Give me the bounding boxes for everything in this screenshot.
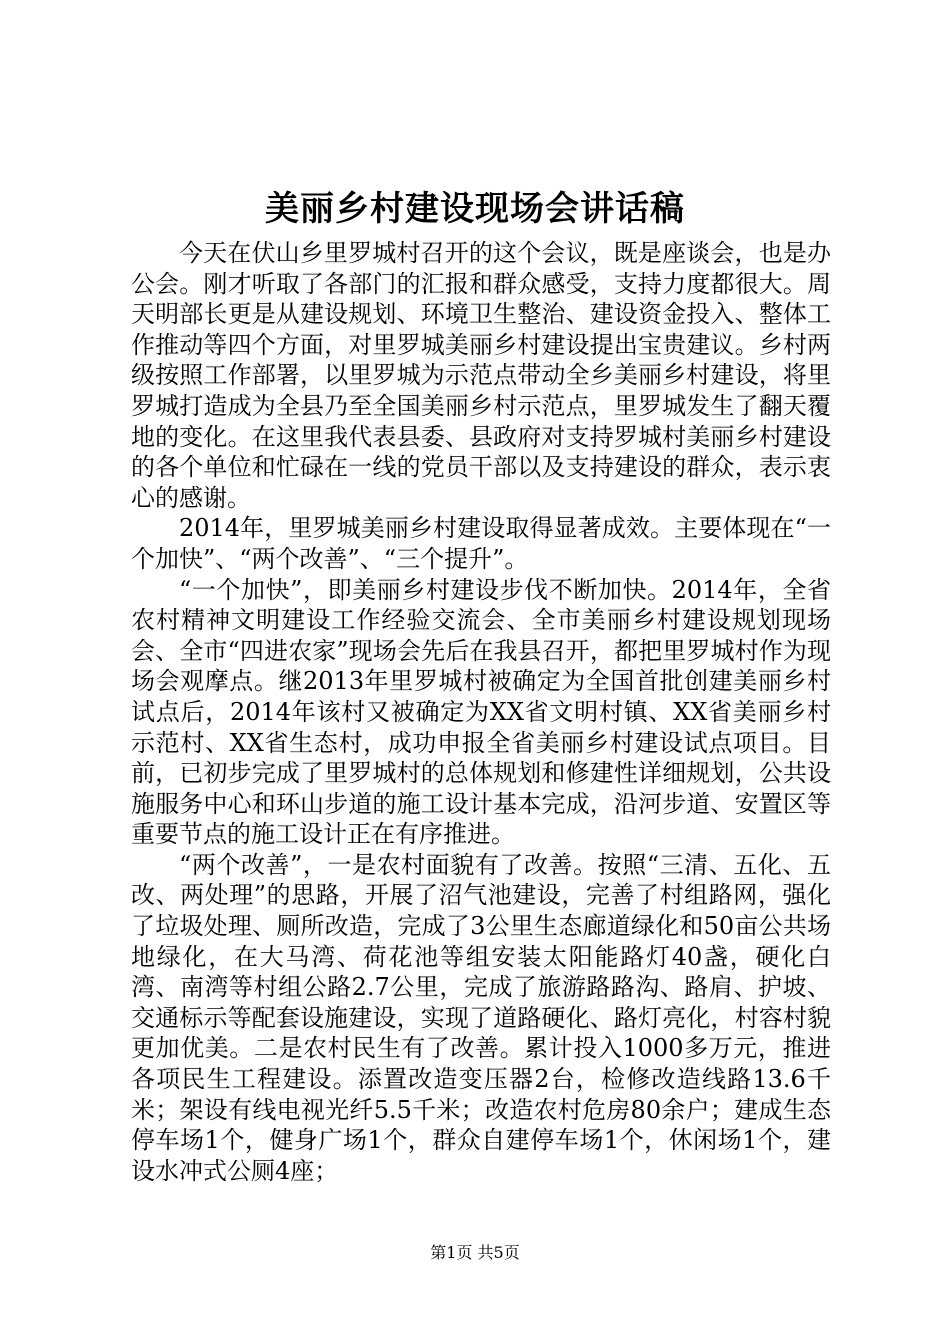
paragraph-intro: 今天在伏山乡里罗城村召开的这个会议，既是座谈会，也是办公会。刚才听取了各部门的汇报和群众感受，支持力度都很大。周天明部长更是从建设规划、环境卫生整治、建设资金投入、整体工作推动等四个方面，对里罗城美丽乡村建设提出宝贵建议。乡村两级按照工作部署，以里罗城为示范点带动全乡美丽乡村建设，将里罗城打造成为全县乃至全国美丽乡村示范点，里罗城发生了翻天覆地的变化。在这里我代表县委、县政府对支持罗城村美丽乡村建设的各个单位和忙碌在一线的党员干部以及支持建设的群众，表示衷心的感谢。 (131, 239, 831, 512)
paragraph-one-acceleration: “一个加快”，即美丽乡村建设步伐不断加快。2014年，全省农村精神文明建设工作经验交流会、全市美丽乡村建设规划现场会、全市“四进农家”现场会先后在我县召开，都把里罗城村作为现场会观摩点。继2013年里罗城村被确定为全国首批创建美丽乡村试点后，2014年该村又被确定为XX省文明村镇、XX省美丽乡村示范村、XX省生态村，成功申报全省美丽乡村建设试点项目。目前，已初步完成了里罗城村的总体规划和修建性详细规划，公共设施服务中心和环山步道的施工设计基本完成，沿河步道、安置区等重要节点的施工设计正在有序推进。 (131, 575, 831, 849)
paragraph-two-improvements: “两个改善”，一是农村面貌有了改善。按照“三清、五化、五改、两处理”的思路，开展了沼气池建设，完善了村组路网，强化了垃圾处理、厕所改造，完成了3公里生态廊道绿化和50亩公共场地绿化，在大马湾、荷花池等组安装太阳能路灯40盏，硬化白湾、南湾等村组公路2.7公里，完成了旅游路路沟、路肩、护坡、交通标示等配套设施建设，实现了道路硬化、路灯亮化，村容村貌更加优美。二是农村民生有了改善。累计投入1000多万元，推进各项民生工程建设。添置改造变压器2台，检修改造线路13.6千米；架设有线电视光纤5.5千米；改造农村危房80余户；建成生态停车场1个，健身广场1个，群众自建停车场1个，休闲场1个，建设水冲式公厕4座； (131, 850, 831, 1185)
document-body (131, 238, 831, 1186)
document-title: 美丽乡村建设现场会讲话稿 (265, 189, 685, 229)
page-number-footer: 第1页 共5页 (430, 1243, 520, 1262)
paragraph-achievements: 2014年，里罗城美丽乡村建设取得显著成效。主要体现在“一个加快”、“两个改善”、“三个提升”。 (131, 514, 831, 573)
